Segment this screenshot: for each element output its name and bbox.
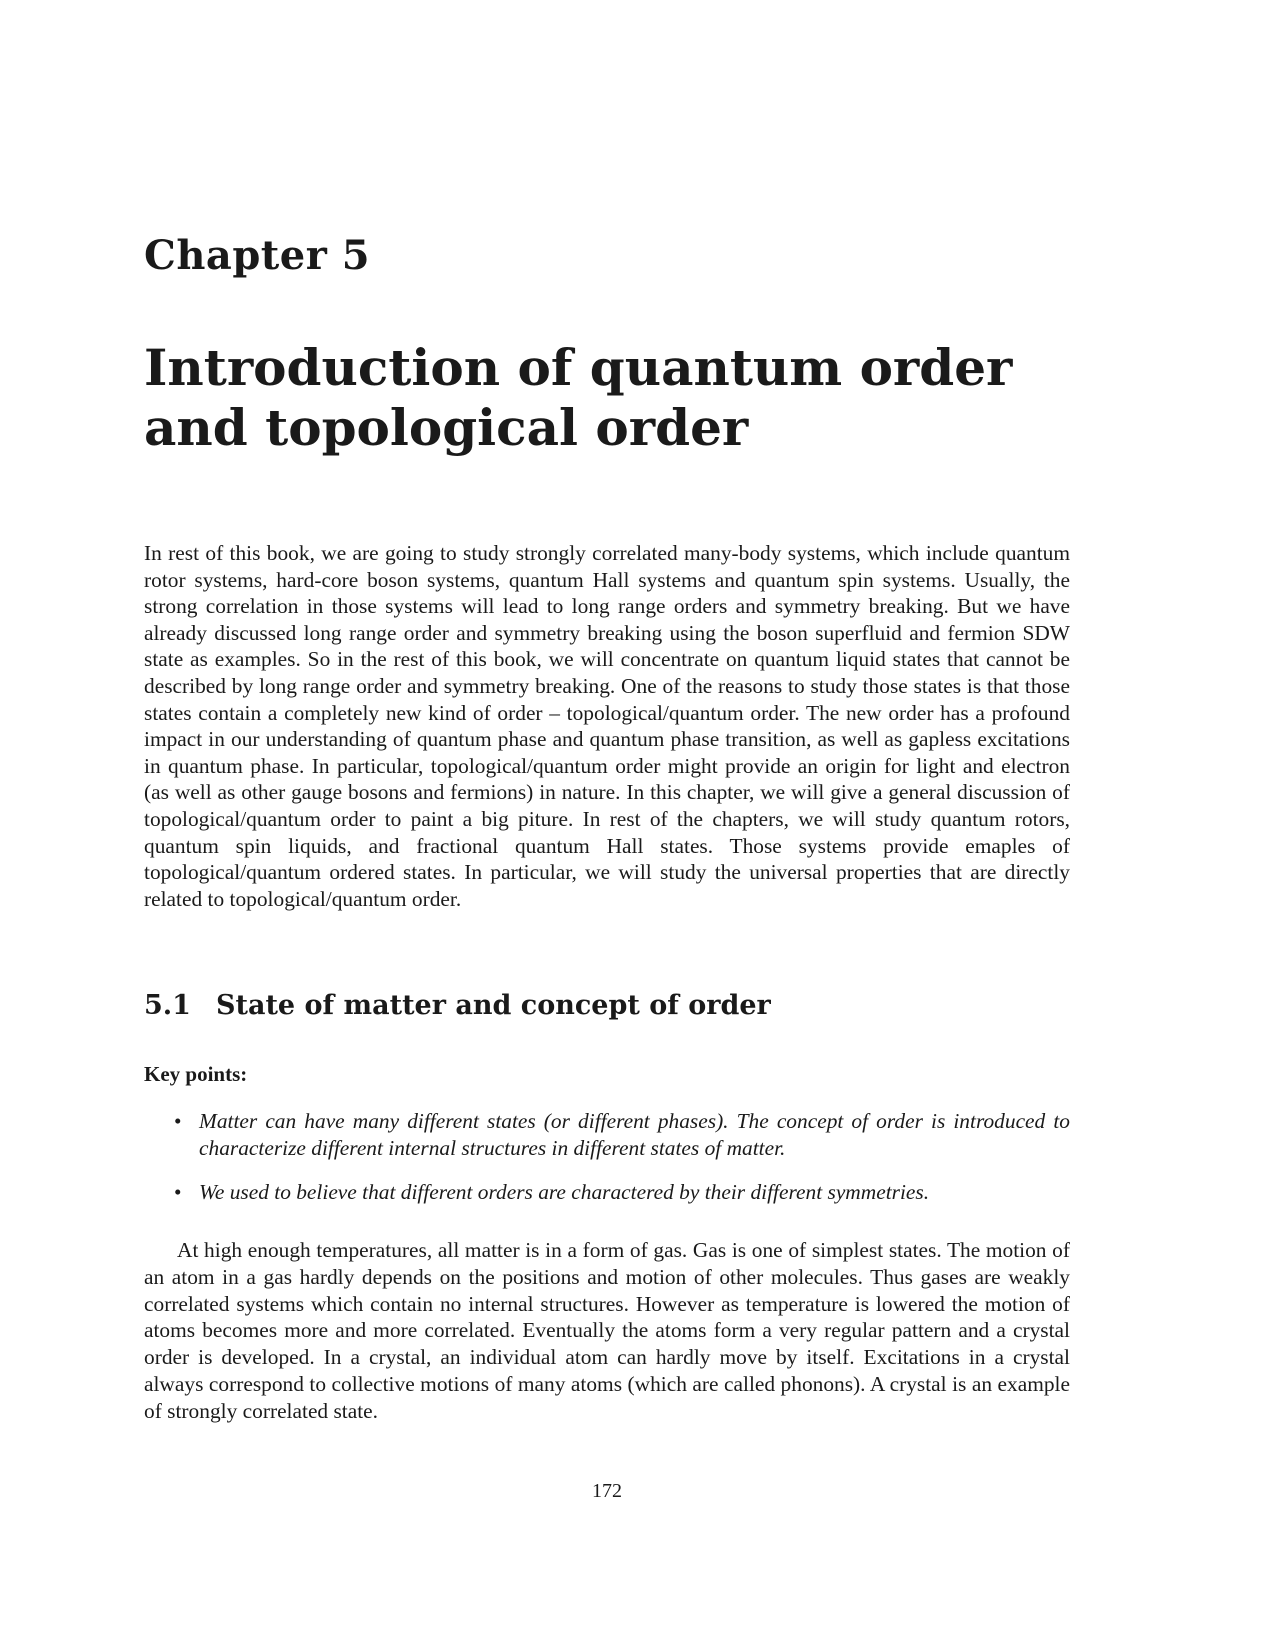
- key-points-label: Key points:: [144, 1062, 248, 1086]
- key-points-list: [144, 1108, 1070, 1224]
- section-number: 5.1: [144, 990, 191, 1021]
- section-title: State of matter and concept of order: [216, 990, 771, 1021]
- intro-paragraph: In rest of this book, we are going to study strongly correlated many-body systems, which include quantum rotor systems, hard-core boson systems, quantum Hall systems and quantum spin systems. Usually, the strong correlation in those systems will lead to long range orders and symmetry breaking. But we have already discussed long range order and symmetry breaking using the boson superfluid and fermion SDW state as examples. So in the rest of this book, we will concentrate on quantum liquid states that cannot be described by long range order and symmetry breaking. One of the reasons to study those states is that those states contain a completely new kind of order – topological/quantum order. The new order has a profound impact in our understanding of quantum phase and quantum phase transition, as well as gapless excitations in quantum phase. In particular, topological/quantum order might provide an origin for light and electron (as well as other gauge bosons and fermions) in nature. In this chapter, we will give a general discussion of topological/quantum order to paint a big piture. In rest of the chapters, we will study quantum rotors, quantum spin liquids, and fractional quantum Hall states. Those systems provide emaples of topological/quantum ordered states. In particular, we will study the universal properties that are directly related to topological/quantum order.: [144, 541, 1070, 911]
- key-point-item: [144, 1179, 1070, 1206]
- bullet-icon: •: [174, 1109, 182, 1133]
- key-point-text: Matter can have many different states (or different phases). The concept of order is introduced to characterize different internal structures in different states of matter.: [199, 1109, 1070, 1160]
- key-point-text: We used to believe that different orders are charactered by their different symmetries.: [199, 1180, 930, 1205]
- bullet-icon: •: [174, 1180, 182, 1205]
- key-point-item: [144, 1108, 1070, 1161]
- section-heading: [144, 990, 771, 1021]
- page-number: 172: [592, 1480, 622, 1502]
- chapter-title: Introduction of quantum order and topological order: [144, 338, 1013, 457]
- body-paragraph: At high enough temperatures, all matter is in a form of gas. Gas is one of simplest states. The motion of an atom in a gas hardly depends on the positions and motion of other molecules. Thus gases are weakly correlated systems which contain no internal structures. However as temperature is lowered the motion of atoms becomes more and more correlated. Eventually the atoms form a very regular pattern and a crystal order is developed. In a crystal, an individual atom can hardly move by itself. Excitations in a crystal always correspond to collective motions of many atoms (which are called phonons). A crystal is an example of strongly correlated state.: [144, 1238, 1070, 1423]
- chapter-label: Chapter 5: [144, 232, 371, 279]
